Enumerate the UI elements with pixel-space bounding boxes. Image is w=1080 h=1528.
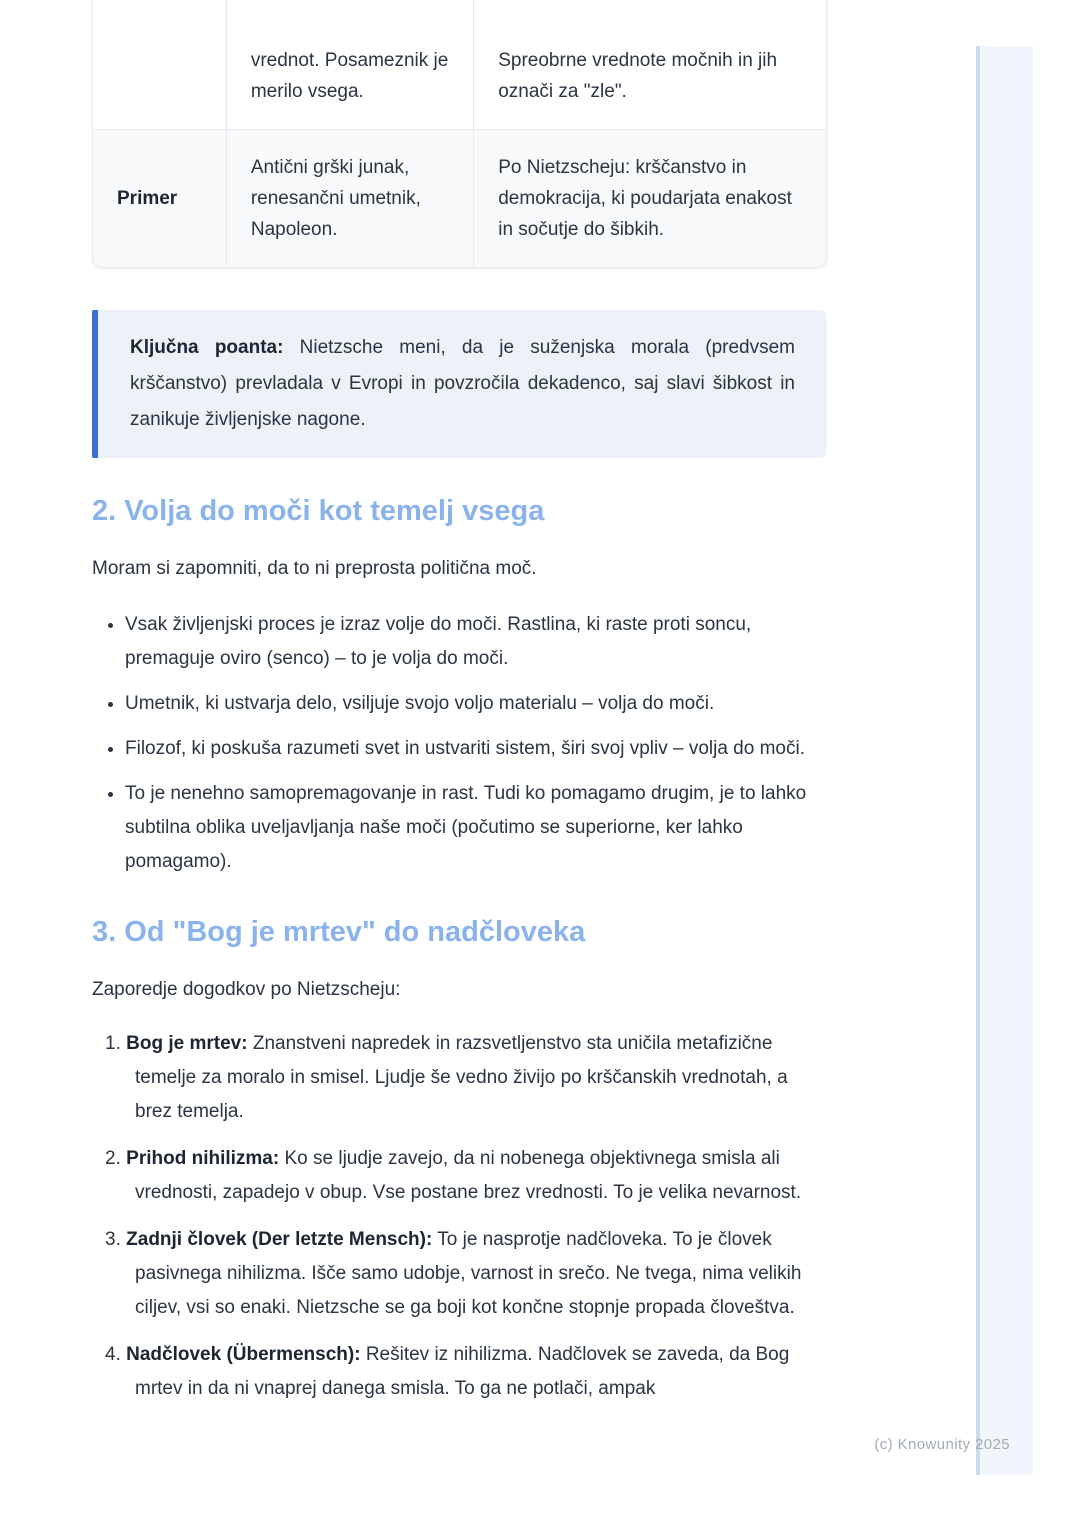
section-3-heading: 3. Od "Bog je mrtev" do nadčloveka (92, 916, 586, 948)
item-number: 1. (105, 1033, 121, 1054)
table-row (93, 130, 826, 267)
table-cell: Po Nietzscheju: krščanstvo in demokracija, ki poudarjata enakost in sočutje do šibkih. (473, 130, 826, 267)
item-text: Ko se ljudje zavejo, da ni nobenega objektivnega smisla ali vrednosti, zapadejo v obup. Vse postane brez vrednosti. To je velika nevarnost. (135, 1148, 802, 1203)
table-cell: Spreobrne vrednote močnih in jih označi za "zle". (473, 0, 826, 130)
item-number: 3. (105, 1229, 121, 1250)
section-3-intro: Zaporedje dogodkov po Nietzscheju: (92, 979, 401, 1000)
list-item: • To je nenehno samopremagovanje in rast. Tudi ko pomagamo drugim, je to lahko subtilna oblika uveljavljanja naše moči (počutimo se superiorne, ker lahko pomagamo). (125, 777, 827, 879)
item-number: 4. (105, 1344, 121, 1365)
will-to-power-list (92, 608, 827, 879)
section-2-heading: 2. Volja do moči kot temelj vsega (92, 495, 545, 527)
section-2-intro: Moram si zapomniti, da to ni preprosta politična moč. (92, 558, 537, 579)
item-lead: Nadčlovek (Übermensch): (126, 1344, 361, 1365)
item-text: Znanstveni napredek in razsvetljenstvo sta uničila metafizične temelje za moralo in smisel. Ljudje še vedno živijo po krščanskih vrednotah, a brez temelja. (135, 1033, 788, 1122)
copyright-watermark: (c) Knowunity 2025 (874, 1436, 1010, 1453)
table-row (93, 0, 826, 130)
list-item: • Filozof, ki poskuša razumeti svet in ustvariti sistem, širi svoj vpliv – volja do moči. (125, 732, 827, 766)
list-item (105, 1142, 827, 1210)
next-page-edge (976, 46, 1033, 1475)
item-text: Rešitev iz nihilizma. Nadčlovek se zaveda, da Bog mrtev in da ni vnaprej danega smisla. To ga ne potlači, ampak (135, 1344, 790, 1399)
item-lead: Zadnji človek (Der letzte Mensch): (126, 1229, 433, 1250)
callout-text: Nietzsche meni, da je suženjska morala (predvsem krščanstvo) prevladala v Evropi in povzročila dekadenco, saj slavi šibkost in zanikuje življenjske nagone. (130, 337, 795, 430)
note-content (92, 0, 827, 1419)
list-item: • Umetnik, ki ustvarja delo, vsiljuje svojo voljo materialu – volja do moči. (125, 687, 827, 721)
list-item (105, 1223, 827, 1325)
comparison-table (92, 0, 827, 268)
table-cell-label: Primer (93, 130, 226, 267)
table-cell: vrednot. Posameznik je merilo vsega. (226, 0, 473, 130)
table-cell-label (93, 0, 226, 130)
callout-lead: Ključna poanta: (130, 337, 284, 358)
nihilism-sequence-list (92, 1027, 827, 1406)
list-item (105, 1027, 827, 1129)
key-point-callout (92, 310, 827, 458)
table-cell: Antični grški junak, renesančni umetnik, Napoleon. (226, 130, 473, 267)
list-item: • Vsak življenjski proces je izraz volje do moči. Rastlina, ki raste proti soncu, premaguje oviro (senco) – to je volja do moči. (125, 608, 827, 676)
list-item (105, 1338, 827, 1406)
item-lead: Prihod nihilizma: (126, 1148, 280, 1169)
item-lead: Bog je mrtev: (126, 1033, 248, 1054)
item-text: To je nasprotje nadčloveka. To je človek pasivnega nihilizma. Išče samo udobje, varnost in srečo. Ne tvega, nima velikih ciljev, vsi so enaki. Nietzsche se ga boji kot končne stopnje propada človeštva. (135, 1229, 802, 1318)
item-number: 2. (105, 1148, 121, 1169)
